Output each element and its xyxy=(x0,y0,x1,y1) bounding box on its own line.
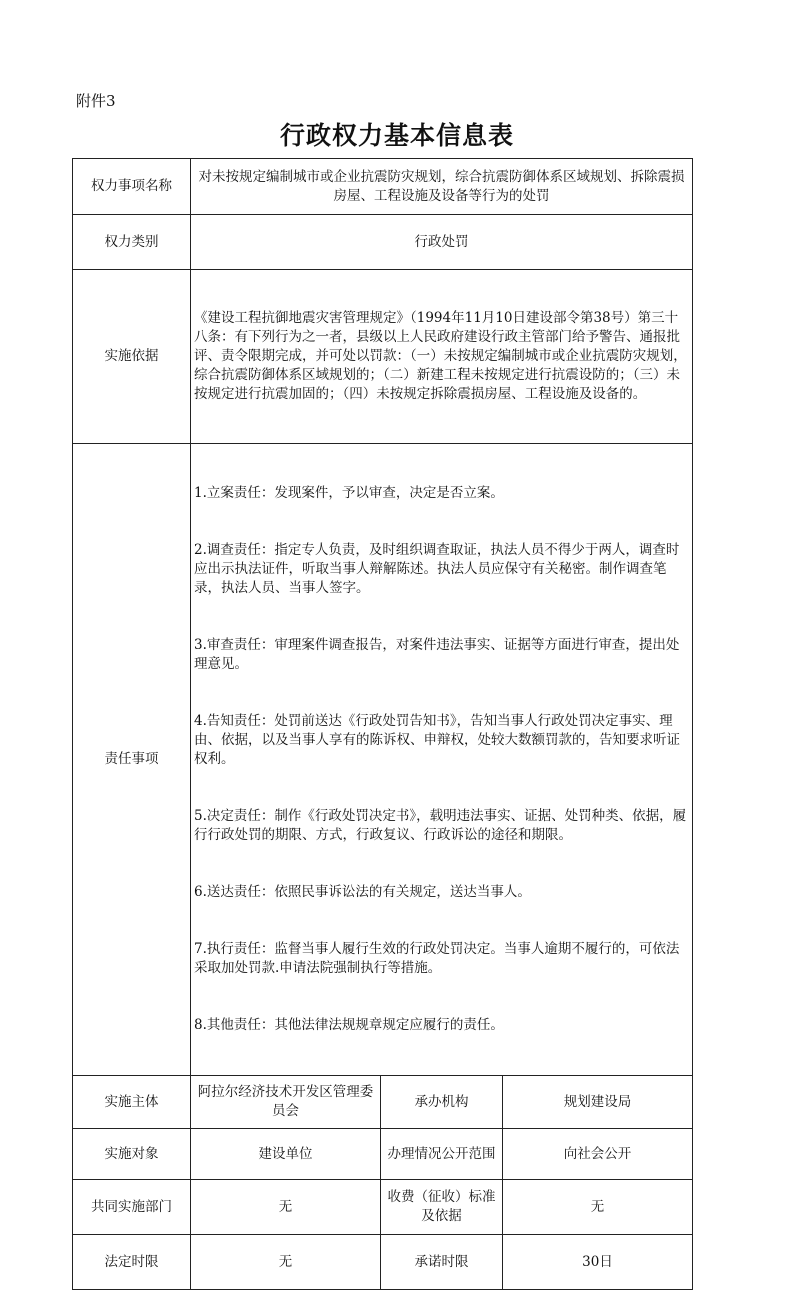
category-label: 权力类别 xyxy=(73,215,191,270)
page-title: 行政权力基本信息表 xyxy=(279,121,514,150)
item-name-label: 权力事项名称 xyxy=(73,159,191,215)
duties-list xyxy=(191,444,693,1076)
row-category xyxy=(73,215,693,270)
joint-value: 无 xyxy=(191,1180,381,1235)
fee-label: 收费（征收）标准及依据 xyxy=(381,1180,503,1235)
joint-label: 共同实施部门 xyxy=(73,1180,191,1235)
duty-item: 6.送达责任：依照民事诉讼法的有关规定，送达当事人。 xyxy=(194,884,531,900)
info-table xyxy=(72,158,693,1290)
promise-value: 30日 xyxy=(503,1235,693,1290)
basis-label: 实施依据 xyxy=(73,270,191,444)
target-value: 建设单位 xyxy=(191,1129,381,1180)
deadline-label: 法定时限 xyxy=(73,1235,191,1290)
disclosure-label: 办理情况公开范围 xyxy=(381,1129,503,1180)
agency-value: 规划建设局 xyxy=(503,1076,693,1129)
category-value: 行政处罚 xyxy=(191,215,693,270)
duties-label: 责任事项 xyxy=(73,444,191,1076)
deadline-value: 无 xyxy=(191,1235,381,1290)
disclosure-value: 向社会公开 xyxy=(503,1129,693,1180)
row-item-name xyxy=(73,159,693,215)
item-name-value: 对未按规定编制城市或企业抗震防灾规划，综合抗震防御体系区域规划、拆除震损房屋、工程设施及设备等行为的处罚 xyxy=(191,159,693,215)
duty-item: 2.调查责任：指定专人负责，及时组织调查取证，执法人员不得少于两人，调查时应出示执法证件，听取当事人辩解陈述。执法人员应保守有关秘密。制作调查笔录，执法人员、当事人签字。 xyxy=(194,542,680,596)
row-basis xyxy=(73,270,693,444)
row-deadline xyxy=(73,1235,693,1290)
basis-value: 《建设工程抗御地震灾害管理规定》（1994年11月10日建设部令第38号）第三十八条：有下列行为之一者，县级以上人民政府建设行政主管部门给予警告、通报批评、责令限期完成，并可处以罚款：（一）未按规定编制城市或企业抗震防灾规划，综合抗震防御体系区域规划的；（二）新建工程未按规定进行抗震设防的；（三）未按规定进行抗震加固的；（四）未按规定拆除震损房屋、工程设施及设备的。 xyxy=(191,270,693,444)
duty-item: 1.立案责任：发现案件，予以审查，决定是否立案。 xyxy=(194,485,504,501)
attachment-label: 附件3 xyxy=(76,92,116,110)
duty-item: 8.其他责任：其他法律法规规章规定应履行的责任。 xyxy=(194,1017,504,1033)
row-subject xyxy=(73,1076,693,1129)
duty-item: 3.审查责任：审理案件调查报告，对案件违法事实、证据等方面进行审查，提出处理意见。 xyxy=(194,637,680,672)
target-label: 实施对象 xyxy=(73,1129,191,1180)
duty-item: 7.执行责任：监督当事人履行生效的行政处罚决定。当事人逾期不履行的，可依法采取加处罚款.申请法院强制执行等措施。 xyxy=(194,941,680,976)
subject-label: 实施主体 xyxy=(73,1076,191,1129)
agency-label: 承办机构 xyxy=(381,1076,503,1129)
row-target xyxy=(73,1129,693,1180)
subject-value: 阿拉尔经济技术开发区管理委员会 xyxy=(191,1076,381,1129)
duty-item: 4.告知责任：处罚前送达《行政处罚告知书》，告知当事人行政处罚决定事实、理由、依据，以及当事人享有的陈诉权、申辩权，处较大数额罚款的，告知要求听证权利。 xyxy=(194,713,680,767)
row-duties xyxy=(73,444,693,1076)
fee-value: 无 xyxy=(503,1180,693,1235)
row-joint xyxy=(73,1180,693,1235)
duty-item: 5.决定责任：制作《行政处罚决定书》，载明违法事实、证据、处罚种类、依据，履行行政处罚的期限、方式，行政复议、行政诉讼的途径和期限。 xyxy=(194,808,687,843)
promise-label: 承诺时限 xyxy=(381,1235,503,1290)
